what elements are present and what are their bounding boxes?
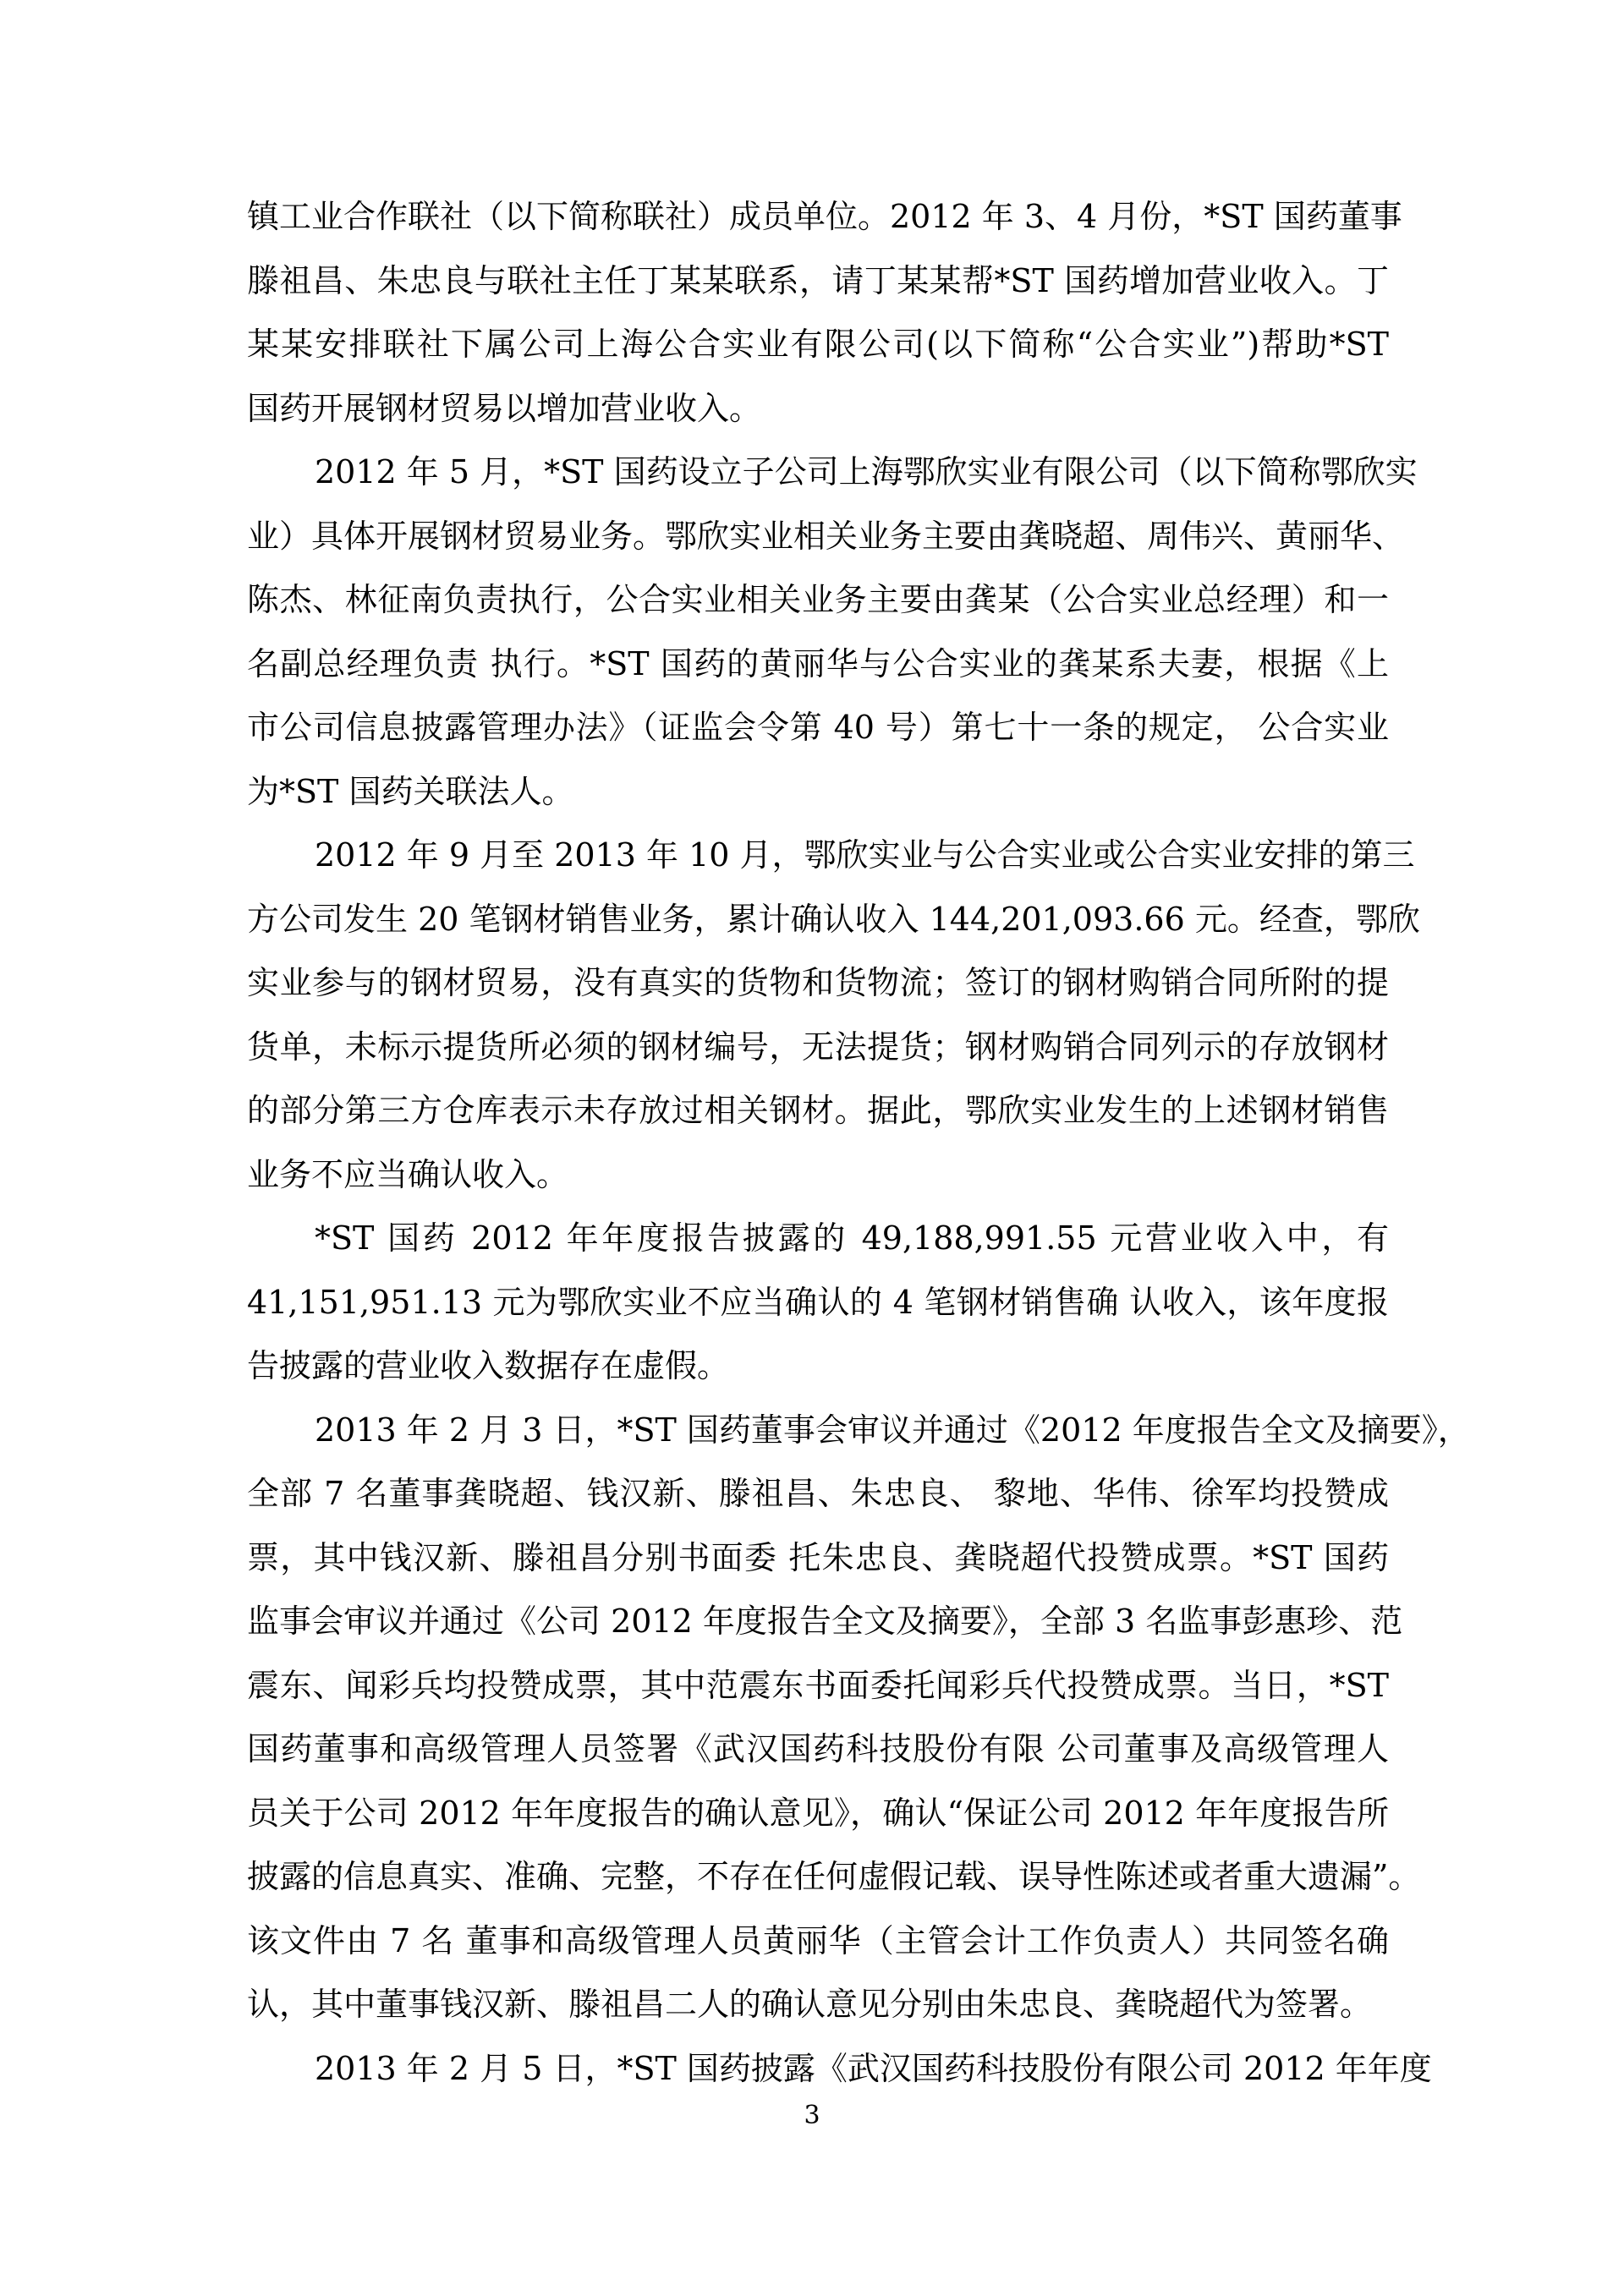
text-line: 某某安排联社下属公司上海公合实业有限公司(以下简称“公合实业”)帮助*ST xyxy=(247,326,1389,363)
paragraph xyxy=(247,1399,1470,2037)
text-line: 国药董事和高级管理人员签署《武汉国药科技股份有限 公司董事及高级管理人 xyxy=(247,1730,1389,1767)
text-line: 名副总经理负责 执行。*ST 国药的黄丽华与公合实业的龚某系夫妻，根据《上 xyxy=(247,644,1389,682)
paragraph xyxy=(247,2037,1432,2101)
text-line: 货单，未标示提货所必须的钢材编号，无法提货；钢材购销合同列示的存放钢材 xyxy=(247,1027,1389,1066)
text-line: 滕祖昌、朱忠良与联社主任丁某某联系，请丁某某帮*ST 国药增加营业收入。丁 xyxy=(247,261,1389,299)
text-line: 方公司发生 20 笔钢材销售业务，累计确认收入 144,201,093.66 元。经查，鄂欣 xyxy=(247,900,1420,938)
text-line: 震东、闻彩兵均投赞成票，其中范震东书面委托闻彩兵代投赞成票。当日，*ST xyxy=(247,1666,1389,1704)
page-number: 3 xyxy=(804,2101,820,2130)
text-line: 认，其中董事钱汉新、滕祖昌二人的确认意见分别由朱忠良、龚晓超代为签署。 xyxy=(247,1986,1373,2023)
text-line: 告披露的营业收入数据存在虚假。 xyxy=(247,1347,730,1384)
text-line: 2013 年 2 月 5 日，*ST 国药披露《武汉国药科技股份有限公司 2012 年年度 xyxy=(315,2049,1432,2087)
text-line: 全部 7 名董事龚晓超、钱汉新、滕祖昌、朱忠良、 黎地、华伟、徐军均投赞成 xyxy=(247,1475,1389,1512)
text-line: 市公司信息披露管理办法》（证监会令第 40 号）第七十一条的规定， 公合实业 xyxy=(247,709,1389,746)
paragraph xyxy=(247,824,1420,1207)
text-line: 2013 年 2 月 3 日，*ST 国药董事会审议并通过《2012 年度报告全文及摘要》， xyxy=(315,1411,1470,1449)
document-body xyxy=(247,185,1470,2101)
text-line: 该文件由 7 名 董事和高级管理人员黄丽华（主管会计工作负责人）共同签名确 xyxy=(247,1921,1389,1959)
text-line: 2012 年 9 月至 2013 年 10 月，鄂欣实业与公合实业或公合实业安排的第三 xyxy=(315,836,1415,874)
text-line: 员关于公司 2012 年年度报告的确认意见》，确认“保证公司 2012 年年度报告所 xyxy=(247,1794,1389,1832)
text-line: 为*ST 国药关联法人。 xyxy=(247,772,574,810)
text-line: 实业参与的钢材贸易，没有真实的货物和货物流；签订的钢材购销合同所附的提 xyxy=(247,964,1389,1001)
text-line: 业）具体开展钢材贸易业务。鄂欣实业相关业务主要由龚晓超、周伟兴、黄丽华、 xyxy=(247,517,1405,555)
text-line: 2012 年 5 月，*ST 国药设立子公司上海鄂欣实业有限公司（以下简称鄂欣实 xyxy=(315,453,1418,490)
paragraph xyxy=(247,441,1418,824)
text-line: 的部分第三方仓库表示未存放过相关钢材。据此，鄂欣实业发生的上述钢材销售 xyxy=(247,1092,1389,1129)
text-line: 国药开展钢材贸易以增加营业收入。 xyxy=(247,389,762,427)
text-line: 票，其中钱汉新、滕祖昌分别书面委 托朱忠良、龚晓超代投赞成票。*ST 国药 xyxy=(247,1538,1389,1576)
text-line: 披露的信息真实、准确、完整，不存在任何虚假记载、误导性陈述或者重大遗漏”。 xyxy=(247,1858,1421,1895)
paragraph xyxy=(247,185,1402,441)
text-line: 监事会审议并通过《公司 2012 年度报告全文及摘要》，全部 3 名监事彭惠珍、范 xyxy=(247,1603,1403,1640)
text-line: 业务不应当确认收入。 xyxy=(247,1155,569,1193)
text-line: 41,151,951.13 元为鄂欣实业不应当确认的 4 笔钢材销售确 认收入，该年度报 xyxy=(247,1283,1389,1321)
text-line: 镇工业合作联社（以下简称联社）成员单位。2012 年 3、4 月份，*ST 国药董事 xyxy=(247,198,1402,235)
text-line: 陈杰、林征南负责执行，公合实业相关业务主要由龚某（公合实业总经理）和一 xyxy=(247,581,1389,618)
text-line: *ST 国药 2012 年年度报告披露的 49,188,991.55 元营业收入中，有 xyxy=(315,1219,1389,1257)
paragraph xyxy=(247,1207,1389,1399)
